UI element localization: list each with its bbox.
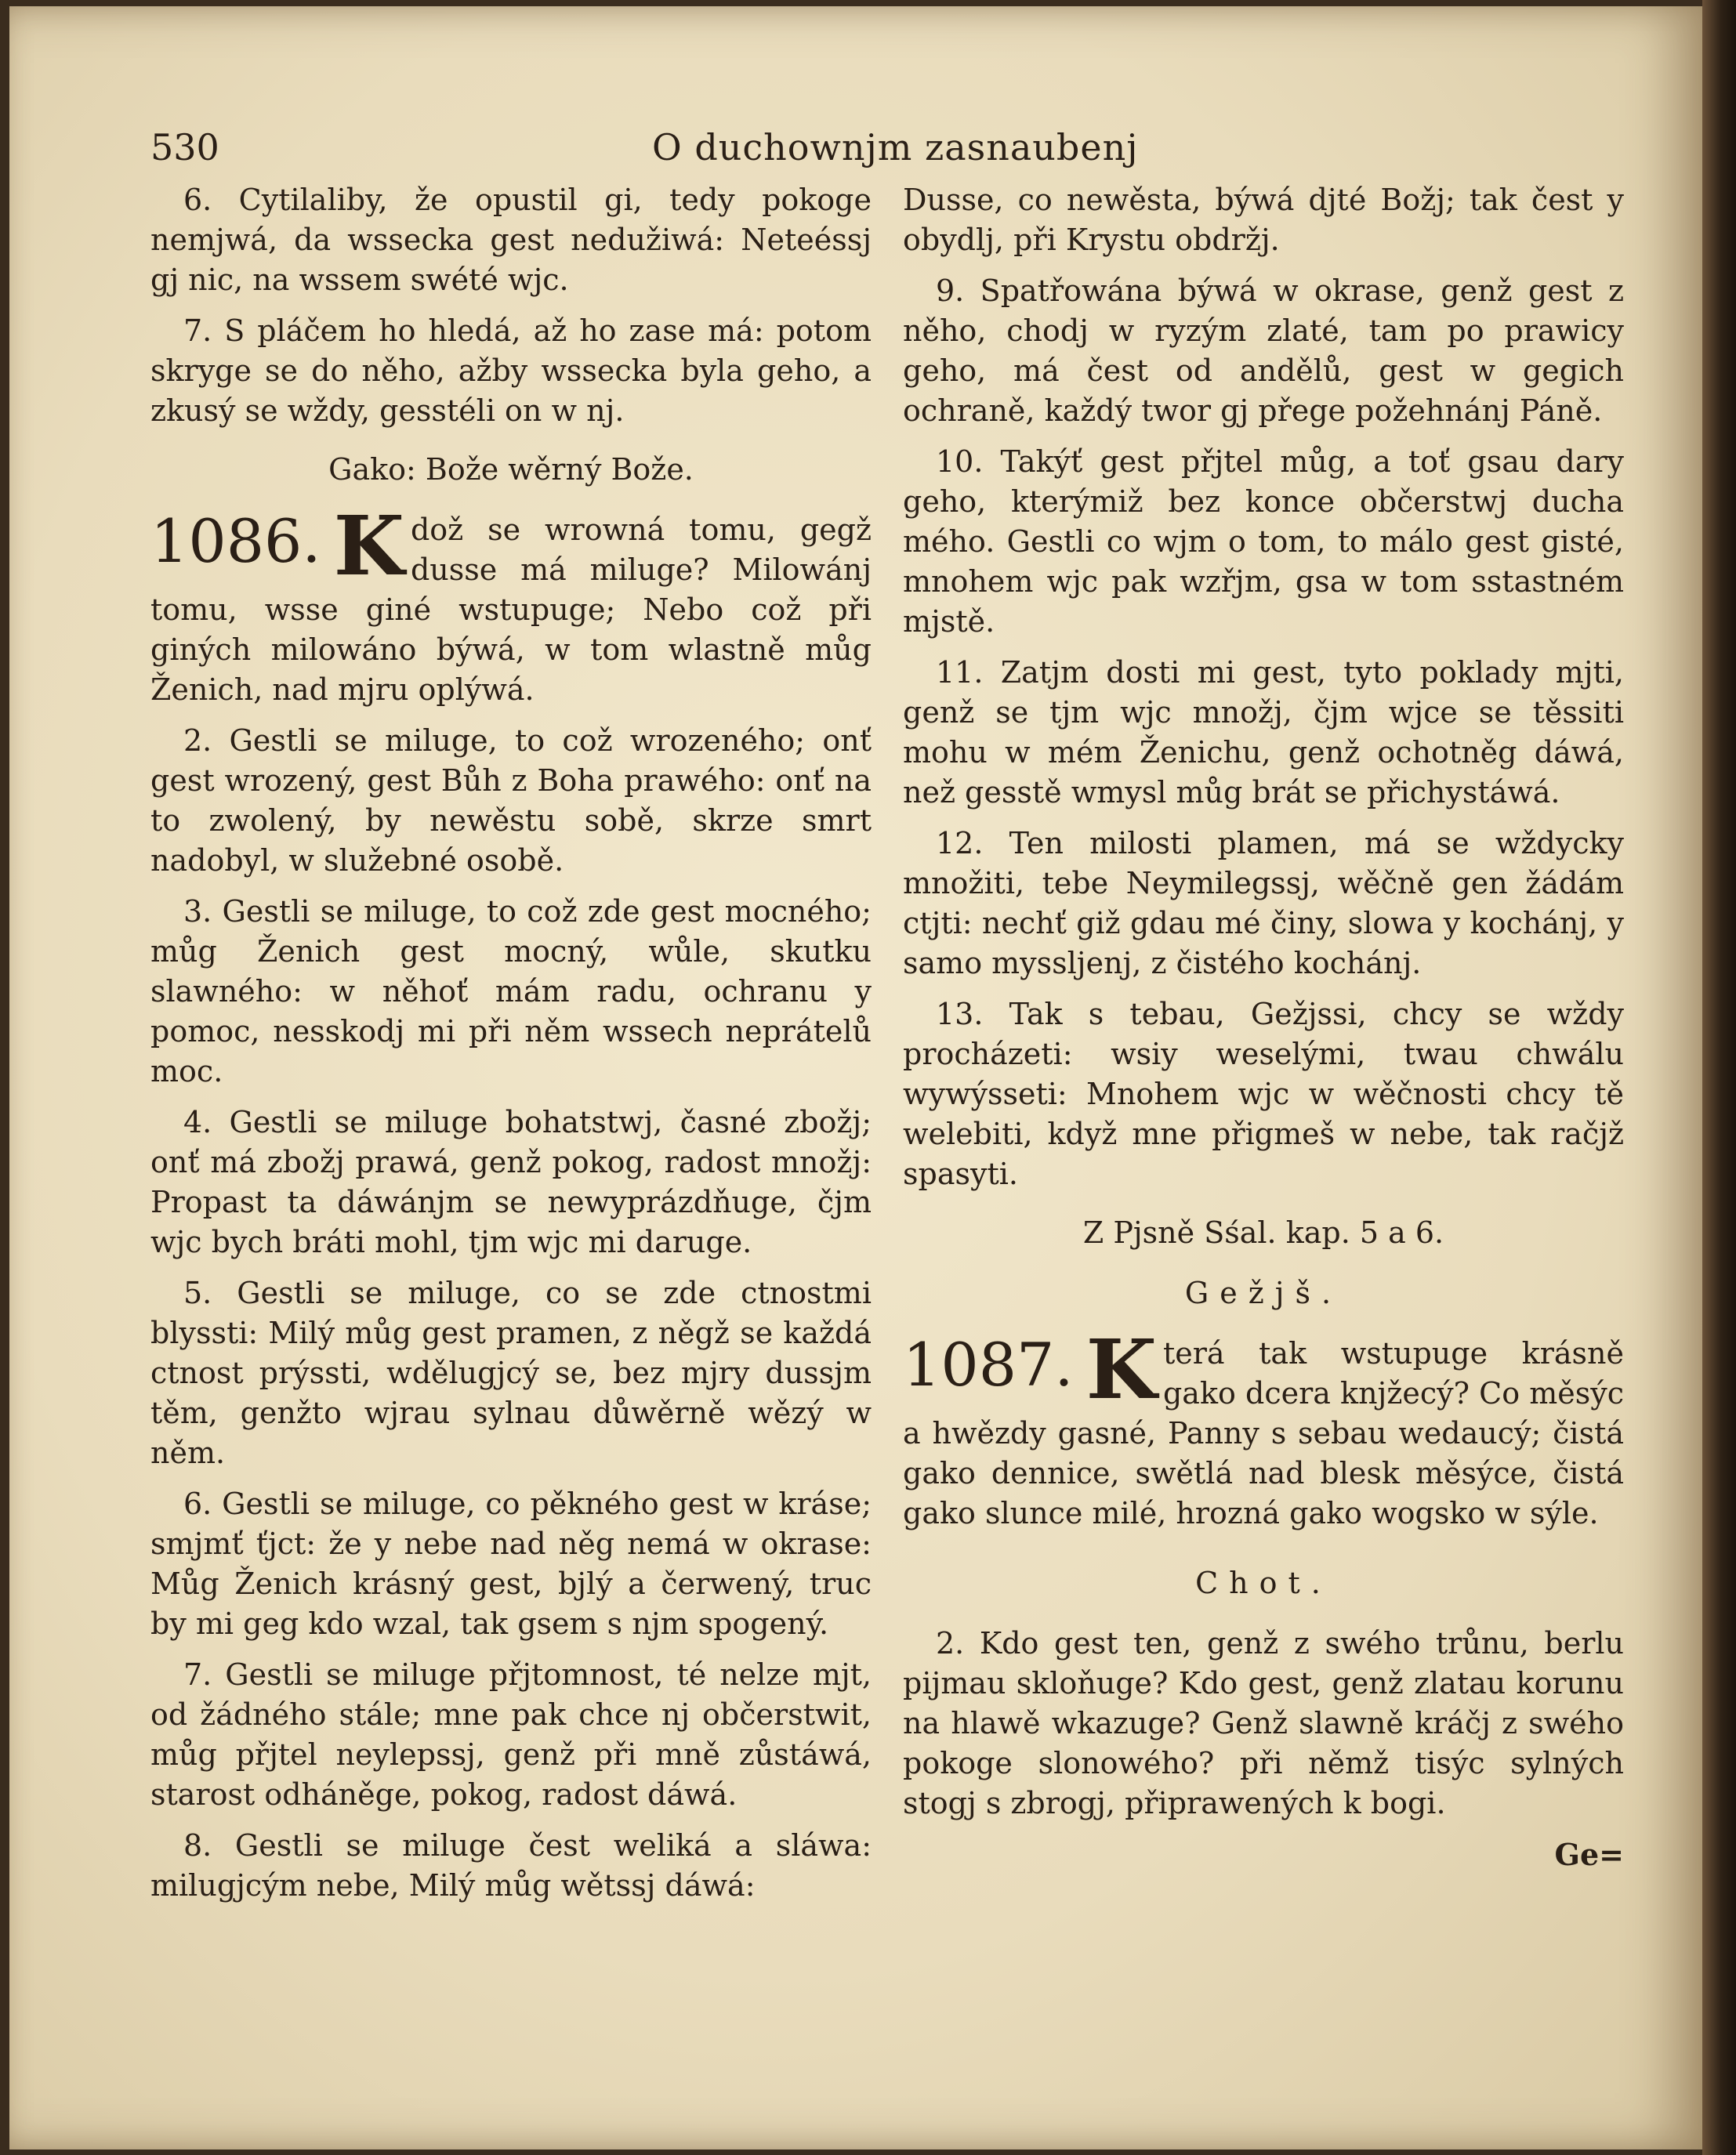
verse-5: 5. Gestli se miluge, co se zde ctnostmi blyssti: Milý můg gest pramen, z něgž se každá ctnost prýssti, wdělugjcý se, bez mjry dussjm těm, genžto wjrau sylnau důwěrně wězý w něm.	[150, 1276, 872, 1470]
book-page	[9, 6, 1702, 2150]
verse-12: 12. Ten milosti plamen, má se wždycky množiti, tebe Neymilegssj, wěčně gen žádám ctjti: nechť giž gdau mé činy, slowa y kochánj, y samo myssljenj, z čistého kochánj.	[903, 826, 1624, 980]
tune-indication: Gako: Bože wěrný Bože.	[328, 452, 694, 487]
verse-6: 6. Gestli se miluge, co pěkného gest w kráse; smjmť ťjct: že y nebe nad něg nemá w okrase: Můg Ženich krásný gest, bjlý a čerwený, truc by mi geg kdo wzal, tak gsem s njm spogený.	[150, 1487, 872, 1641]
verse-7: 7. S pláčem ho hledá, až ho zase má: potom skryge se do něho, ažby wssecka byla geho, a zkusý se wždy, gesstéli on w nj.	[150, 313, 872, 428]
running-head: O duchownjm zasnaubenj	[652, 126, 1139, 168]
speaker-label: Chot.	[1195, 1566, 1332, 1600]
left-column	[150, 180, 872, 1917]
verse-11: 11. Zatjm dosti mi gest, tyto poklady mjti, genž se tjm wjc množj, čjm wjce se těssiti mohu w mém Ženichu, genž ochotněg dáwá, než gesstě wmysl můg brát se přichystáwá.	[903, 655, 1624, 809]
drop-cap-initial: K	[1085, 1321, 1157, 1418]
page-number: 530	[150, 126, 219, 168]
verse-8: 8. Gestli se miluge čest weliká a sláwa: milugjcým nebe, Milý můg wětssj dáwá:	[150, 1828, 872, 1903]
hymn-number: 1087.	[903, 1330, 1074, 1400]
speaker-label: Gežjš.	[1184, 1276, 1343, 1310]
verse-4: 4. Gestli se miluge bohatstwj, časné zbožj; onť má zbožj prawá, genž pokog, radost množj: Propast ta dáwánjm se newyprázdňuge, čjm wjc bych bráti mohl, tjm wjc mi daruge.	[150, 1105, 872, 1259]
drop-cap-initial: K	[333, 498, 404, 594]
verse-10: 10. Takýť gest přjtel můg, a toť gsau dary geho, kterýmiž bez konce občerstwj ducha mého. Gestli co wjm o tom, to málo gest gisté, mnohem wjc pak wzřjm, gsa w tom sstastném mjstě.	[903, 444, 1624, 639]
verse-2: 2. Gestli se miluge, to což wrozeného; onť gest wrozený, gest Bůh z Boha prawého: onť na to zwolený, by newěstu sobě, skrze smrt nadobyl, w služebné osobě.	[150, 723, 872, 878]
right-column	[903, 180, 1624, 1885]
verse-8-continued: Dusse, co newěsta, býwá djté Božj; tak čest y obydlj, při Krystu obdržj.	[903, 183, 1624, 257]
page-header	[150, 120, 1154, 175]
verse-7: 7. Gestli se miluge přjtomnost, té nelze mjt, od žádného stále; mne pak chce nj občerstwit, můg přjtel neylepssj, genž při mně zůstáwá, starost odháněge, pokog, radost dáwá.	[150, 1657, 872, 1812]
hymn-first-verse: dož se wrowná tomu, gegž dusse má miluge? Milowánj tomu, wsse giné wstupuge; Nebo což při giných milowáno býwá, w tom wlastně můg Ženich, nad mjru oplýwá.	[150, 512, 872, 707]
hymn-1087	[903, 1321, 1624, 1534]
catchword: Ge=	[1554, 1837, 1624, 1872]
verse-3: 3. Gestli se miluge, to což zde gest mocného; můg Ženich gest mocný, wůle, skutku slawného: w něhoť mám radu, ochranu y pomoc, nesskodj mi při něm wssech neprátelů moc.	[150, 894, 872, 1088]
hymn-1086	[150, 498, 872, 710]
verse-13: 13. Tak s tebau, Gežjssi, chcy se wždy procházeti: wsiy weselými, twau chwálu wywýsseti: Mnohem wjc w wěčnosti chcy tě welebiti, když mne přigmeš w nebe, tak račjž spasyti.	[903, 997, 1624, 1191]
verse-6: 6. Cytilaliby, že opustil gi, tedy pokoge nemjwá, da wssecka gest nedužiwá: Neteéssj gj nic, na wssem swété wjc.	[150, 183, 872, 297]
hymn-number: 1086.	[150, 506, 321, 576]
source-reference: Z Pjsně Sśal. kap. 5 a 6.	[1082, 1215, 1444, 1250]
book-gutter	[1702, 0, 1736, 2155]
verse-9: 9. Spatřowána býwá w okrase, genž gest z něho, chodj w ryzým zlaté, tam po prawicy geho, má čest od andělů, gest w gegich ochraně, každý twor gj přege požehnánj Páně.	[903, 273, 1624, 428]
hymn-first-verse: terá tak wstupuge krásně gako dcera knjžecý? Co měsýc a hwězdy gasné, Panny s sebau wedaucý; čistá gako dennice, swětlá nad blesk měsýce, čistá gako slunce milé, hrozná gako wogsko w sýle.	[903, 1336, 1624, 1530]
verse-2: 2. Kdo gest ten, genž z swého trůnu, berlu pijmau skloňuge? Kdo gest, genž zlatau korunu na hlawě wkazuge? Genž slawně kráčj z swého pokoge slonowého? při němž tisýc sylných stogj s zbrogj, připrawených k bogi.	[903, 1626, 1624, 1820]
